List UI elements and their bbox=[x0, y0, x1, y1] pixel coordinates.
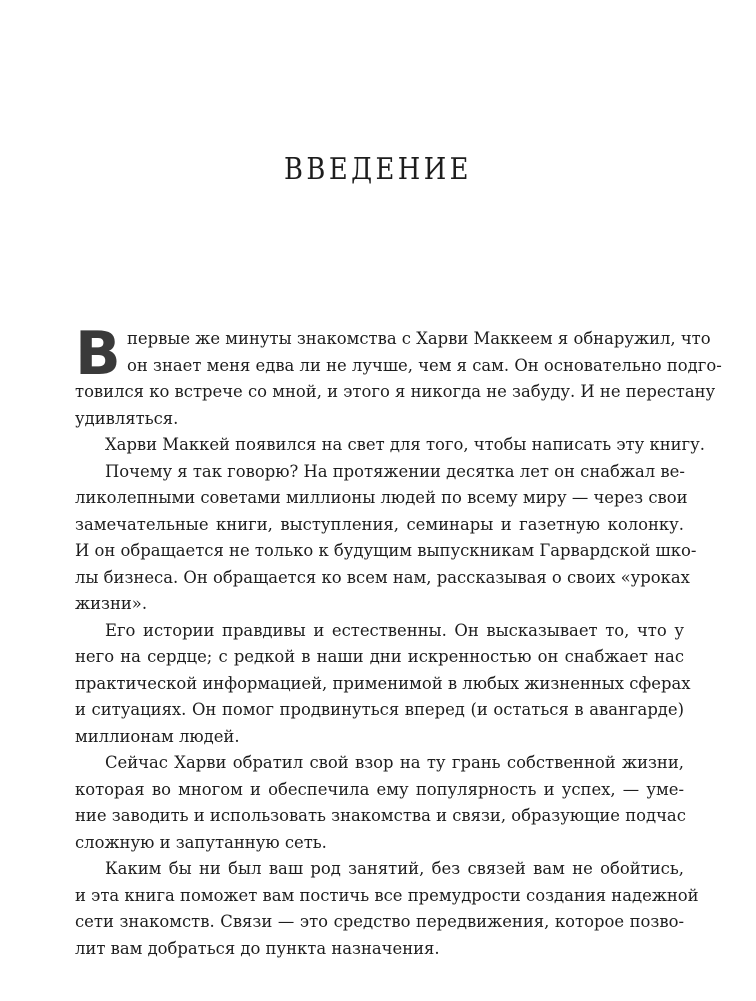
text-line: лы бизнеса. Он обращается ко всем нам, рассказывая о своих «уроках bbox=[75, 567, 690, 587]
chapter-title: ВВЕДЕНИЕ bbox=[284, 152, 472, 187]
text-line: первые же минуты знакомства с Харви Маккеем я обнаружил, что bbox=[127, 329, 711, 348]
text-line: и эта книга поможет вам постичь все премудрости создания надежной bbox=[75, 885, 699, 905]
body-text bbox=[75, 319, 722, 962]
text-line: удивляться. bbox=[75, 408, 179, 428]
text-line: товился ко встрече со мной, и этого я никогда не забуду. И не перестану bbox=[75, 382, 716, 401]
text-line: сложную и запутанную сеть. bbox=[75, 832, 327, 852]
text-line: И он обращается не только к будущим выпускникам Гарвардской шко- bbox=[75, 541, 697, 560]
text-line: лит вам добраться до пункта назначения. bbox=[75, 938, 440, 958]
text-line: он знает меня едва ли не лучше, чем я сам. Он основательно подго- bbox=[127, 355, 722, 375]
text-line: Харви Маккей появился на свет для того, чтобы написать эту книгу. bbox=[105, 435, 705, 454]
drop-cap: В bbox=[75, 319, 121, 389]
text-line: него на сердце; с редкой в наши дни искренностью он снабжает нас bbox=[75, 647, 684, 666]
text-line: ние заводить и использовать знакомства и связи, образующие подчас bbox=[75, 806, 686, 825]
text-line: жизни». bbox=[75, 594, 148, 613]
text-line: ликолепными советами миллионы людей по всему миру — через свои bbox=[75, 488, 688, 507]
text-line: Каким бы ни был ваш род занятий, без связей вам не обойтись, bbox=[105, 859, 684, 878]
text-line: замечательные книги, выступления, семинары и газетную колонку. bbox=[75, 514, 684, 534]
text-line: Его истории правдивы и естественны. Он высказывает то, что у bbox=[105, 620, 684, 640]
text-line: и ситуациях. Он помог продвинуться вперед (и остаться в авангарде) bbox=[75, 700, 684, 719]
text-line: практической информацией, применимой в любых жизненных сферах bbox=[75, 673, 691, 693]
text-line: которая во многом и обеспечила ему популярность и успех, — уме- bbox=[75, 779, 684, 799]
text-line: сети знакомств. Связи — это средство передвижения, которое позво- bbox=[75, 912, 684, 931]
text-line: миллионам людей. bbox=[75, 726, 240, 746]
text-line: Сейчас Харви обратил свой взор на ту грань собственной жизни, bbox=[105, 753, 684, 772]
text-line: Почему я так говорю? На протяжении десятка лет он снабжал ве- bbox=[105, 461, 685, 481]
